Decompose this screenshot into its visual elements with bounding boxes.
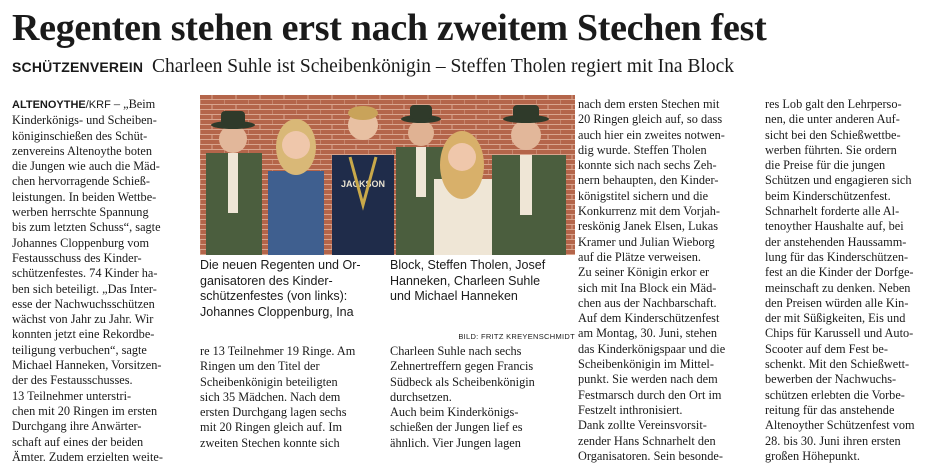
subheadline-line	[12, 55, 942, 79]
photo-caption-left: Die neuen Regenten und Or- ganisatoren des Kinder- schützenfestes (von links): Johannes Cloppenburg, Ina	[200, 258, 361, 319]
article-column-3: Charleen Suhle nach sechs Zehnertreffern gegen Francis Südbeck als Scheibenkönigin durchsetzen. Auch beim Kinderkönigs- schießen der Jungen lief es ähnlich. Vier Jungen lagen	[390, 344, 535, 450]
dateline: ALTENOYTHE	[12, 99, 86, 111]
subheadline: Charleen Suhle ist Scheibenkönigin – Steffen Tholen regiert mit Ina Block	[152, 56, 735, 77]
photo-caption-right: Block, Steffen Tholen, Josef Hanneken, Charleen Suhle und Michael Hanneken	[390, 258, 546, 304]
article-column-4: nach dem ersten Stechen mit 20 Ringen gleich auf, so dass auch hier ein zweites notwen- dig wurde. Steffen Tholen konnte sich nach sechs Zeh- nern behaupten, den Kinder- königstitel sichern und die Konkurrenz mit dem Vorjah- reskönig Janek Elsen, Lukas Kramer und Julian Wieborg auf die Plätze verweisen. Zu seiner Königin erkor er sich mit Ina Block ein Mäd- chen aus der Nachbarschaft. Auf dem Kinderschützenfest am Montag, 30. Juni, stehen das Kinderkönigspaar und die Scheibenkönigin im Mittel- punkt. Sie werden nach dem Festmarsch durch den Ort im Festzelt inthronisiert. Dank zollte Vereinsvorsit- zender Hans Schnarhelt den Organisatoren. Sein besonde-	[578, 97, 726, 463]
kicker: SCHÜTZENVEREIN	[12, 59, 144, 75]
group-photo	[200, 95, 575, 255]
article-column-2: re 13 Teilnehmer 19 Ringe. Am Ringen um den Titel der Scheibenkönigin beteiligten sich 35 Mädchen. Nach dem ersten Durchgang lagen sechs mit 20 Ringen gleich auf. Im zweiten Stechen konnte sich	[200, 344, 356, 450]
headline: Regenten stehen erst nach zweitem Stechen fest	[12, 7, 767, 49]
photo-credit: BILD: FRITZ KREYENSCHMIDT	[458, 332, 575, 341]
shirt-text: JACKSON	[340, 179, 386, 189]
article-column-5: res Lob galt den Lehrperso- nen, die unter anderen Auf- sicht bei den Schießwettbe- werben führten. Sie ordern die Preise für die jungen Schützen und engagieren sich beim Kinderschützenfest. Schnarhelt forderte alle Al- tenoyther Haushalte auf, bei der anstehenden Haussamm- lung für das Kinderschützen- fest an die Kinder der Dorfge- meinschaft zu denken. Neben den Preisen würden alle Kin- der mit Süßigkeiten, Eis und Chips für Karussell und Auto- Scooter auf dem Fest be- schenkt. Mit den Schießwett- bewerben der Nachwuchs- schützen erlebten die Vorbe- reitung für das anstehende Altenoyther Schützenfest vom 28. bis 30. Juni ihren ersten großen Höhepunkt.	[765, 97, 915, 463]
article-column-1	[12, 97, 192, 465]
article-photo	[200, 95, 575, 255]
column-1-text: – „Beim Kinderkönigs- und Scheiben- königinschießen des Schüt- zenvereins Altenoythe boten die Jungen wie auch die Mäd- chen hervorragende Schieß- leistungen. In beiden Wettbe- werben herrschte Spannung bis zum letzten Schuss“, sagte Johannes Cloppenburg vom Festausschuss des Kinder- schützenfestes. 74 Kinder ha- ben sich beteiligt. „Das Inter- esse der Nachwuchsschützen wächst von Jahr zu Jahr. Wir konnten jetzt eine Rekordbe- teiligung verbuchen“, sagte Michael Hanneken, Vorsitzen- der des Festausschusses. 13 Teilnehmer unterstri- chen mit 20 Ringen im ersten Durchgang ihre Anwärter- schaft auf eines der beiden Ämter. Zudem erzielten weite-	[12, 97, 163, 464]
author: /KRF	[85, 99, 111, 111]
